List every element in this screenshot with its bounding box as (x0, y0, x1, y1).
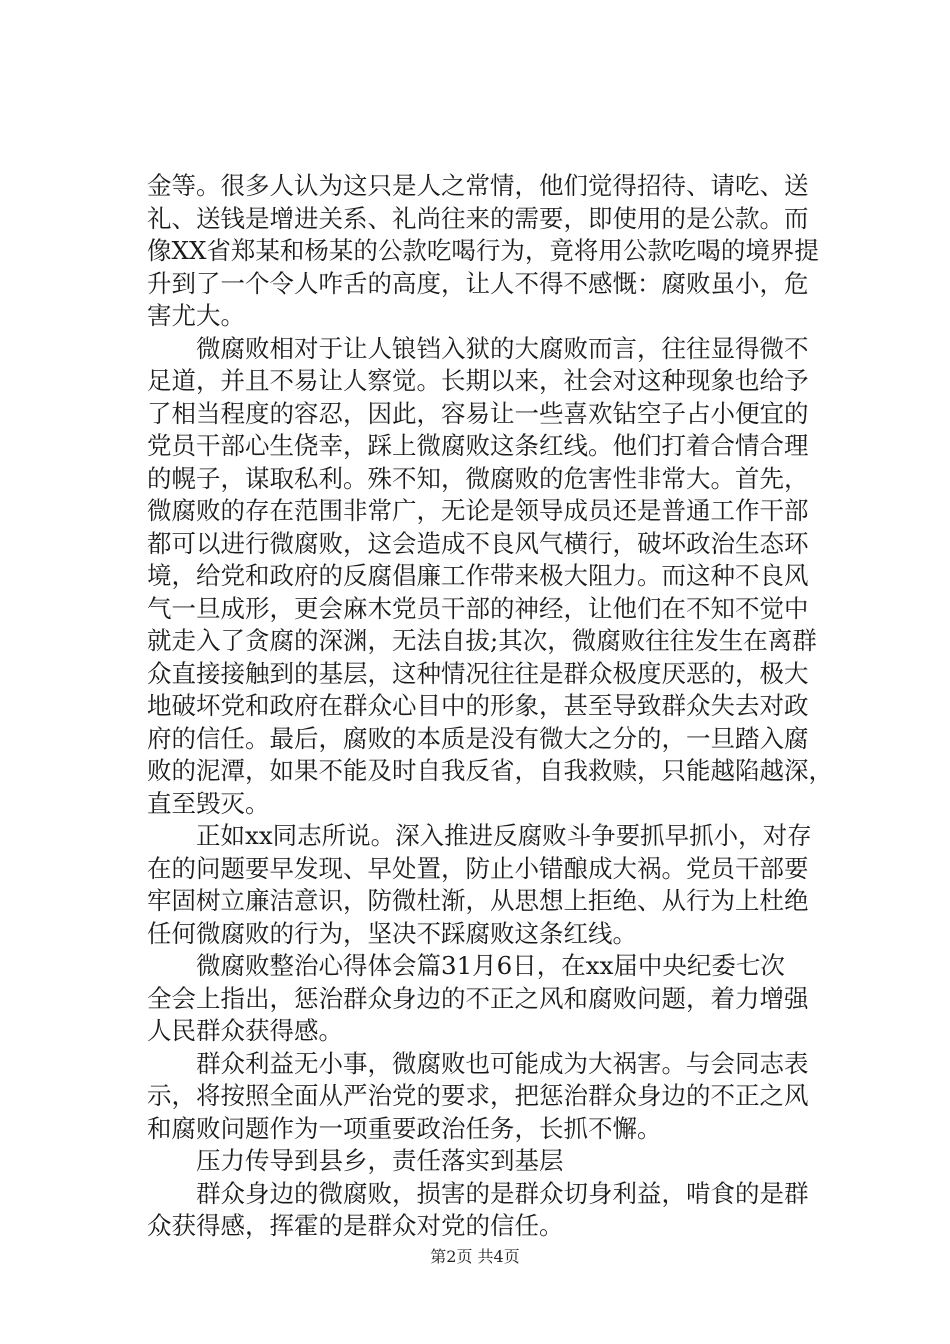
body-text (147, 170, 833, 1243)
text-line: 牢固树立廉洁意识，防微杜渐，从思想上拒绝、从行为上杜绝 (147, 886, 809, 915)
text-line: 败的泥潭，如果不能及时自我反省，自我救赎，只能越陷越深， (147, 756, 833, 785)
text-line: 金等。很多人认为这只是人之常情，他们觉得招待、请吃、送 (147, 171, 809, 200)
text-line: 群众身边的微腐败，损害的是群众切身利益，啃食的是群 (147, 1178, 809, 1208)
text-line: 示，将按照全面从严治党的要求，把惩治群众身边的不正之风 (147, 1081, 809, 1110)
text-line: 众直接接触到的基层，这种情况往往是群众极度厌恶的，极大 (147, 658, 809, 688)
text-line: 府的信任。最后，腐败的本质是没有微大之分的，一旦踏入腐 (147, 723, 809, 753)
text-line: 微腐败的存在范围非常广，无论是领导成员还是普通工作干部 (147, 496, 809, 525)
text-line: 众获得感，挥霍的是群众对党的信任。 (147, 1211, 564, 1240)
text-line: 群众利益无小事，微腐败也可能成为大祸害。与会同志表 (147, 1048, 809, 1078)
text-line: 全会上指出，惩治群众身边的不正之风和腐败问题，着力增强 (147, 983, 809, 1013)
text-line: 和腐败问题作为一项重要政治任务，长抓不懈。 (147, 1113, 662, 1143)
text-line: 了相当程度的容忍，因此，容易让一些喜欢钻空子占小便宜的 (147, 398, 809, 428)
text-line: 压力传导到县乡，责任落实到基层 (147, 1146, 564, 1175)
text-line: 微腐败相对于让人锒铛入狱的大腐败而言，往往显得微不 (147, 333, 809, 363)
text-line: 微腐败整治心得体会篇31月6日，在xx届中央纪委七次 (147, 951, 785, 980)
text-line: 就走入了贪腐的深渊，无法自拔;其次，微腐败往往发生在离群 (147, 626, 817, 655)
text-line: 的幌子，谋取私利。殊不知，微腐败的危害性非常大。首先， (147, 463, 809, 493)
text-line: 境，给党和政府的反腐倡廉工作带来极大阻力。而这种不良风 (147, 561, 809, 590)
text-line: 气一旦成形，更会麻木党员干部的神经，让他们在不知不觉中 (147, 593, 809, 623)
page-footer: 第2页 共4页 (430, 1247, 520, 1266)
text-line: 足道，并且不易让人察觉。长期以来，社会对这种现象也给予 (147, 366, 809, 395)
text-line: 升到了一个令人咋舌的高度，让人不得不感慨：腐败虽小，危 (147, 268, 809, 298)
text-line: 像XX省郑某和杨某的公款吃喝行为，竟将用公款吃喝的境界提 (147, 236, 819, 265)
text-line: 害尤大。 (147, 301, 245, 330)
text-line: 都可以进行微腐败，这会造成不良风气横行，破坏政治生态环 (147, 528, 809, 558)
text-line: 地破坏党和政府在群众心目中的形象，甚至导致群众失去对政 (147, 691, 809, 720)
text-line: 礼、送钱是增进关系、礼尚往来的需要，即使用的是公款。而 (147, 203, 809, 233)
text-line: 正如xx同志所说。深入推进反腐败斗争要抓早抓小，对存 (147, 821, 812, 850)
text-line: 党员干部心生侥幸，踩上微腐败这条红线。他们打着合情合理 (147, 431, 809, 460)
text-line: 在的问题要早发现、早处置，防止小错酿成大祸。党员干部要 (147, 853, 809, 883)
text-line: 直至毁灭。 (147, 788, 270, 818)
text-line: 任何微腐败的行为，坚决不踩腐败这条红线。 (147, 918, 637, 948)
text-line: 人民群众获得感。 (147, 1016, 343, 1045)
